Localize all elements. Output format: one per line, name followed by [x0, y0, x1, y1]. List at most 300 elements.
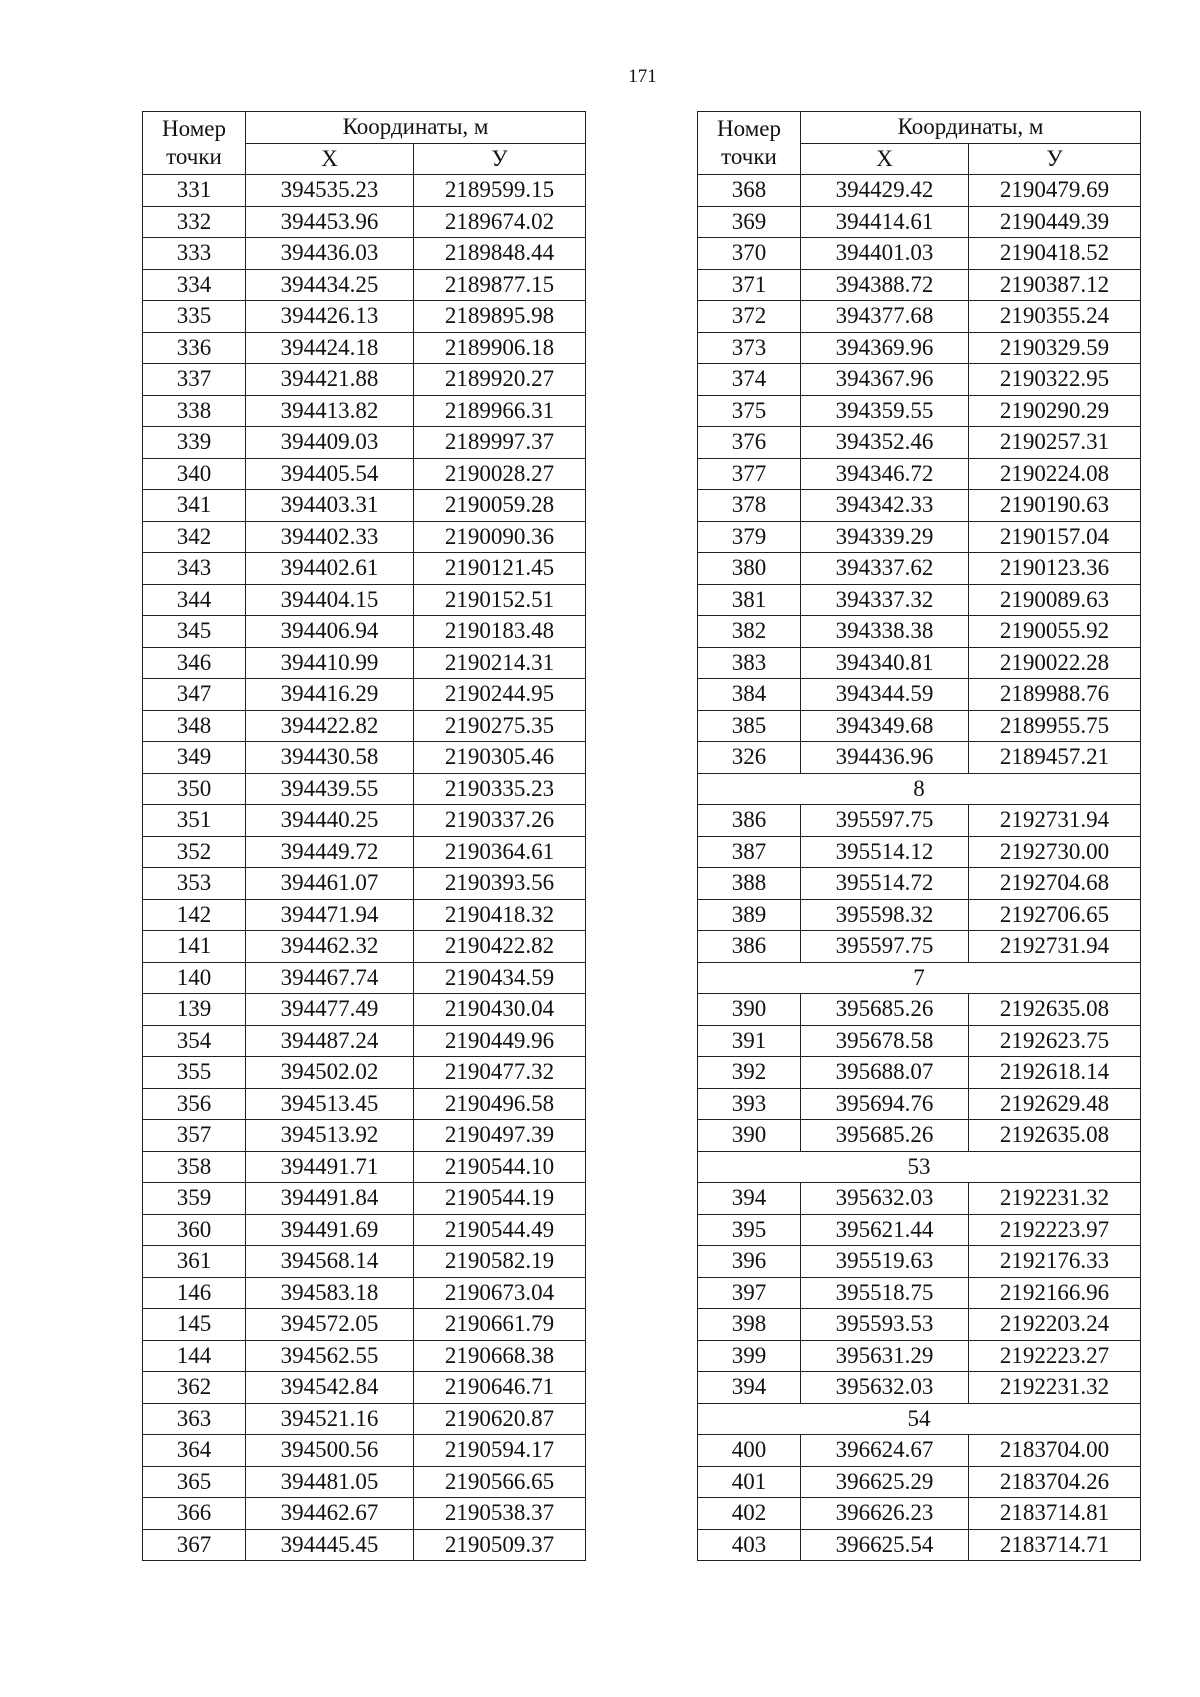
- y-coordinate-cell: 2190496.58: [414, 1088, 586, 1120]
- y-coordinate-cell: 2192618.14: [969, 1057, 1141, 1089]
- table-row: [143, 899, 586, 931]
- point-number-cell: 347: [143, 679, 246, 711]
- header-x: X: [801, 143, 969, 175]
- y-coordinate-cell: 2190152.51: [414, 584, 586, 616]
- x-coordinate-cell: 394377.68: [801, 301, 969, 333]
- table-row: [143, 1498, 586, 1530]
- x-coordinate-cell: 394349.68: [801, 710, 969, 742]
- table-row: [143, 1372, 586, 1404]
- table-row: [698, 521, 1141, 553]
- point-number-cell: 141: [143, 931, 246, 963]
- y-coordinate-cell: 2192730.00: [969, 836, 1141, 868]
- y-coordinate-cell: 2192629.48: [969, 1088, 1141, 1120]
- table-row: [143, 521, 586, 553]
- y-coordinate-cell: 2192704.68: [969, 868, 1141, 900]
- point-number-cell: 350: [143, 773, 246, 805]
- y-coordinate-cell: 2189955.75: [969, 710, 1141, 742]
- point-number-cell: 340: [143, 458, 246, 490]
- y-coordinate-cell: 2192223.27: [969, 1340, 1141, 1372]
- y-coordinate-cell: 2190566.65: [414, 1466, 586, 1498]
- x-coordinate-cell: 394535.23: [246, 175, 414, 207]
- point-number-cell: 334: [143, 269, 246, 301]
- table-row: [698, 301, 1141, 333]
- table-row: [143, 1466, 586, 1498]
- table-row: [698, 931, 1141, 963]
- header-y: У: [414, 143, 586, 175]
- x-coordinate-cell: 394477.49: [246, 994, 414, 1026]
- header-coordinates: Координаты, м: [801, 112, 1141, 144]
- x-coordinate-cell: 394339.29: [801, 521, 969, 553]
- point-number-cell: 386: [698, 805, 801, 837]
- x-coordinate-cell: 396624.67: [801, 1435, 969, 1467]
- point-number-cell: 357: [143, 1120, 246, 1152]
- x-coordinate-cell: 394445.45: [246, 1529, 414, 1561]
- table-row: [698, 175, 1141, 207]
- y-coordinate-cell: 2190190.63: [969, 490, 1141, 522]
- x-coordinate-cell: 394434.25: [246, 269, 414, 301]
- point-number-cell: 380: [698, 553, 801, 585]
- y-coordinate-cell: 2190337.26: [414, 805, 586, 837]
- table-row: [698, 1498, 1141, 1530]
- x-coordinate-cell: 394352.46: [801, 427, 969, 459]
- x-coordinate-cell: 394338.38: [801, 616, 969, 648]
- x-coordinate-cell: 394572.05: [246, 1309, 414, 1341]
- y-coordinate-cell: 2190059.28: [414, 490, 586, 522]
- point-number-cell: 399: [698, 1340, 801, 1372]
- point-number-cell: 384: [698, 679, 801, 711]
- x-coordinate-cell: 394344.59: [801, 679, 969, 711]
- point-number-cell: 333: [143, 238, 246, 270]
- point-number-cell: 139: [143, 994, 246, 1026]
- point-number-cell: 360: [143, 1214, 246, 1246]
- y-coordinate-cell: 2192635.08: [969, 1120, 1141, 1152]
- table-row: [143, 742, 586, 774]
- coordinates-table-left: [142, 111, 586, 1561]
- point-number-cell: 379: [698, 521, 801, 553]
- y-coordinate-cell: 2190275.35: [414, 710, 586, 742]
- y-coordinate-cell: 2190089.63: [969, 584, 1141, 616]
- point-number-cell: 342: [143, 521, 246, 553]
- y-coordinate-cell: 2190594.17: [414, 1435, 586, 1467]
- table-row: [143, 395, 586, 427]
- point-number-cell: 393: [698, 1088, 801, 1120]
- table-row: [143, 553, 586, 585]
- point-number-cell: 376: [698, 427, 801, 459]
- table-row: [698, 899, 1141, 931]
- y-coordinate-cell: 2190244.95: [414, 679, 586, 711]
- table-row: [698, 805, 1141, 837]
- point-number-cell: 358: [143, 1151, 246, 1183]
- x-coordinate-cell: 394342.33: [801, 490, 969, 522]
- point-number-cell: 401: [698, 1466, 801, 1498]
- x-coordinate-cell: 394359.55: [801, 395, 969, 427]
- y-coordinate-cell: 2192623.75: [969, 1025, 1141, 1057]
- y-coordinate-cell: 2190393.56: [414, 868, 586, 900]
- x-coordinate-cell: 395632.03: [801, 1372, 969, 1404]
- point-number-cell: 337: [143, 364, 246, 396]
- x-coordinate-cell: 394337.62: [801, 553, 969, 585]
- table-row: [143, 1529, 586, 1561]
- x-coordinate-cell: 394453.96: [246, 206, 414, 238]
- table-row: [698, 1183, 1141, 1215]
- x-coordinate-cell: 395688.07: [801, 1057, 969, 1089]
- table-row: [143, 710, 586, 742]
- point-number-cell: 372: [698, 301, 801, 333]
- point-number-cell: 386: [698, 931, 801, 963]
- table-row: [698, 647, 1141, 679]
- table-row: [143, 868, 586, 900]
- y-coordinate-cell: 2190418.52: [969, 238, 1141, 270]
- y-coordinate-cell: 2192731.94: [969, 805, 1141, 837]
- group-label: 7: [698, 962, 1141, 994]
- point-number-cell: 367: [143, 1529, 246, 1561]
- y-coordinate-cell: 2190449.96: [414, 1025, 586, 1057]
- y-coordinate-cell: 2192166.96: [969, 1277, 1141, 1309]
- point-number-cell: 402: [698, 1498, 801, 1530]
- x-coordinate-cell: 394346.72: [801, 458, 969, 490]
- x-coordinate-cell: 395685.26: [801, 994, 969, 1026]
- point-number-cell: 398: [698, 1309, 801, 1341]
- x-coordinate-cell: 395593.53: [801, 1309, 969, 1341]
- point-number-cell: 382: [698, 616, 801, 648]
- y-coordinate-cell: 2190477.32: [414, 1057, 586, 1089]
- table-row: [698, 742, 1141, 774]
- y-coordinate-cell: 2190661.79: [414, 1309, 586, 1341]
- y-coordinate-cell: 2190090.36: [414, 521, 586, 553]
- point-number-cell: 145: [143, 1309, 246, 1341]
- x-coordinate-cell: 394413.82: [246, 395, 414, 427]
- point-number-cell: 146: [143, 1277, 246, 1309]
- x-coordinate-cell: 394461.07: [246, 868, 414, 900]
- point-number-cell: 336: [143, 332, 246, 364]
- table-row: [698, 1246, 1141, 1278]
- table-row: [143, 1246, 586, 1278]
- point-number-cell: 368: [698, 175, 801, 207]
- group-row: [698, 773, 1141, 805]
- table-row: [698, 332, 1141, 364]
- y-coordinate-cell: 2189920.27: [414, 364, 586, 396]
- x-coordinate-cell: 394568.14: [246, 1246, 414, 1278]
- table-row: [698, 1372, 1141, 1404]
- y-coordinate-cell: 2190509.37: [414, 1529, 586, 1561]
- x-coordinate-cell: 394513.45: [246, 1088, 414, 1120]
- x-coordinate-cell: 394410.99: [246, 647, 414, 679]
- x-coordinate-cell: 394487.24: [246, 1025, 414, 1057]
- x-coordinate-cell: 395694.76: [801, 1088, 969, 1120]
- table-row: [698, 1277, 1141, 1309]
- y-coordinate-cell: 2190479.69: [969, 175, 1141, 207]
- y-coordinate-cell: 2189457.21: [969, 742, 1141, 774]
- y-coordinate-cell: 2190224.08: [969, 458, 1141, 490]
- point-number-cell: 335: [143, 301, 246, 333]
- point-number-cell: 366: [143, 1498, 246, 1530]
- x-coordinate-cell: 394436.96: [801, 742, 969, 774]
- x-coordinate-cell: 396625.54: [801, 1529, 969, 1561]
- coordinates-table-right: [697, 111, 1141, 1561]
- x-coordinate-cell: 395597.75: [801, 931, 969, 963]
- point-number-cell: 142: [143, 899, 246, 931]
- table-row: [143, 836, 586, 868]
- table-row: [143, 1309, 586, 1341]
- table-row: [143, 1025, 586, 1057]
- point-number-cell: 348: [143, 710, 246, 742]
- y-coordinate-cell: 2190449.39: [969, 206, 1141, 238]
- y-coordinate-cell: 2190544.49: [414, 1214, 586, 1246]
- point-number-cell: 374: [698, 364, 801, 396]
- y-coordinate-cell: 2189966.31: [414, 395, 586, 427]
- x-coordinate-cell: 394406.94: [246, 616, 414, 648]
- x-coordinate-cell: 395514.72: [801, 868, 969, 900]
- table-row: [698, 1120, 1141, 1152]
- y-coordinate-cell: 2189906.18: [414, 332, 586, 364]
- point-number-cell: 344: [143, 584, 246, 616]
- table-row: [143, 962, 586, 994]
- y-coordinate-cell: 2192231.32: [969, 1372, 1141, 1404]
- table-row: [143, 1120, 586, 1152]
- table-row: [698, 1025, 1141, 1057]
- point-number-cell: 346: [143, 647, 246, 679]
- table-row: [143, 175, 586, 207]
- y-coordinate-cell: 2190355.24: [969, 301, 1141, 333]
- x-coordinate-cell: 394388.72: [801, 269, 969, 301]
- table-row: [143, 1340, 586, 1372]
- x-coordinate-cell: 394462.32: [246, 931, 414, 963]
- y-coordinate-cell: 2190305.46: [414, 742, 586, 774]
- y-coordinate-cell: 2189848.44: [414, 238, 586, 270]
- y-coordinate-cell: 2190157.04: [969, 521, 1141, 553]
- y-coordinate-cell: 2192231.32: [969, 1183, 1141, 1215]
- x-coordinate-cell: 394481.05: [246, 1466, 414, 1498]
- table-row: [698, 553, 1141, 585]
- point-number-cell: 390: [698, 994, 801, 1026]
- table-body-right: [698, 175, 1141, 1561]
- table-row: [143, 1435, 586, 1467]
- x-coordinate-cell: 394409.03: [246, 427, 414, 459]
- y-coordinate-cell: 2183714.81: [969, 1498, 1141, 1530]
- y-coordinate-cell: 2190290.29: [969, 395, 1141, 427]
- y-coordinate-cell: 2190214.31: [414, 647, 586, 679]
- x-coordinate-cell: 394404.15: [246, 584, 414, 616]
- point-number-cell: 390: [698, 1120, 801, 1152]
- y-coordinate-cell: 2190668.38: [414, 1340, 586, 1372]
- page-number: 171: [628, 66, 657, 87]
- table-row: [698, 679, 1141, 711]
- x-coordinate-cell: 394402.61: [246, 553, 414, 585]
- x-coordinate-cell: 395678.58: [801, 1025, 969, 1057]
- x-coordinate-cell: 394401.03: [801, 238, 969, 270]
- y-coordinate-cell: 2190620.87: [414, 1403, 586, 1435]
- y-coordinate-cell: 2192176.33: [969, 1246, 1141, 1278]
- table-row: [698, 269, 1141, 301]
- point-number-cell: 371: [698, 269, 801, 301]
- point-number-cell: 140: [143, 962, 246, 994]
- x-coordinate-cell: 394367.96: [801, 364, 969, 396]
- x-coordinate-cell: 394562.55: [246, 1340, 414, 1372]
- x-coordinate-cell: 394467.74: [246, 962, 414, 994]
- point-number-cell: 394: [698, 1372, 801, 1404]
- y-coordinate-cell: 2190497.39: [414, 1120, 586, 1152]
- x-coordinate-cell: 394414.61: [801, 206, 969, 238]
- point-number-cell: 388: [698, 868, 801, 900]
- y-coordinate-cell: 2190028.27: [414, 458, 586, 490]
- point-number-cell: 345: [143, 616, 246, 648]
- table-row: [143, 364, 586, 396]
- header-y: У: [969, 143, 1141, 175]
- x-coordinate-cell: 394369.96: [801, 332, 969, 364]
- x-coordinate-cell: 395518.75: [801, 1277, 969, 1309]
- point-number-cell: 365: [143, 1466, 246, 1498]
- y-coordinate-cell: 2183704.00: [969, 1435, 1141, 1467]
- x-coordinate-cell: 394462.67: [246, 1498, 414, 1530]
- group-label: 53: [698, 1151, 1141, 1183]
- x-coordinate-cell: 394424.18: [246, 332, 414, 364]
- table-row: [143, 679, 586, 711]
- x-coordinate-cell: 394471.94: [246, 899, 414, 931]
- table-row: [698, 868, 1141, 900]
- point-number-cell: 339: [143, 427, 246, 459]
- group-row: [698, 962, 1141, 994]
- y-coordinate-cell: 2190387.12: [969, 269, 1141, 301]
- y-coordinate-cell: 2189988.76: [969, 679, 1141, 711]
- y-coordinate-cell: 2190434.59: [414, 962, 586, 994]
- table-row: [143, 1183, 586, 1215]
- table-row: [143, 490, 586, 522]
- table-row: [698, 584, 1141, 616]
- y-coordinate-cell: 2190544.19: [414, 1183, 586, 1215]
- table-row: [143, 1057, 586, 1089]
- point-number-cell: 381: [698, 584, 801, 616]
- point-number-cell: 383: [698, 647, 801, 679]
- table-row: [698, 427, 1141, 459]
- y-coordinate-cell: 2189997.37: [414, 427, 586, 459]
- table-row: [698, 836, 1141, 868]
- y-coordinate-cell: 2190257.31: [969, 427, 1141, 459]
- table-row: [698, 616, 1141, 648]
- y-coordinate-cell: 2190055.92: [969, 616, 1141, 648]
- table-row: [698, 364, 1141, 396]
- y-coordinate-cell: 2190364.61: [414, 836, 586, 868]
- table-row: [143, 206, 586, 238]
- group-row: [698, 1151, 1141, 1183]
- header-x: X: [246, 143, 414, 175]
- point-number-cell: 332: [143, 206, 246, 238]
- y-coordinate-cell: 2190121.45: [414, 553, 586, 585]
- x-coordinate-cell: 394449.72: [246, 836, 414, 868]
- header-coordinates: Координаты, м: [246, 112, 586, 144]
- table-row: [698, 1466, 1141, 1498]
- x-coordinate-cell: 395598.32: [801, 899, 969, 931]
- y-coordinate-cell: 2189877.15: [414, 269, 586, 301]
- table-row: [698, 1340, 1141, 1372]
- x-coordinate-cell: 394402.33: [246, 521, 414, 553]
- table-row: [143, 238, 586, 270]
- table-row: [143, 332, 586, 364]
- point-number-cell: 355: [143, 1057, 246, 1089]
- x-coordinate-cell: 394436.03: [246, 238, 414, 270]
- point-number-cell: 397: [698, 1277, 801, 1309]
- point-number-cell: 364: [143, 1435, 246, 1467]
- y-coordinate-cell: 2190335.23: [414, 773, 586, 805]
- point-number-cell: 361: [143, 1246, 246, 1278]
- point-number-cell: 373: [698, 332, 801, 364]
- table-row: [143, 1277, 586, 1309]
- x-coordinate-cell: 394440.25: [246, 805, 414, 837]
- point-number-cell: 375: [698, 395, 801, 427]
- table-row: [698, 1529, 1141, 1561]
- table-row: [143, 647, 586, 679]
- table-row: [143, 616, 586, 648]
- table-row: [143, 1088, 586, 1120]
- x-coordinate-cell: 395519.63: [801, 1246, 969, 1278]
- table-row: [698, 994, 1141, 1026]
- group-row: [698, 1403, 1141, 1435]
- table-row: [698, 1214, 1141, 1246]
- point-number-cell: 391: [698, 1025, 801, 1057]
- header-point-number: Номер точки: [698, 112, 801, 175]
- x-coordinate-cell: 394491.84: [246, 1183, 414, 1215]
- y-coordinate-cell: 2190430.04: [414, 994, 586, 1026]
- table-row: [143, 994, 586, 1026]
- point-number-cell: 144: [143, 1340, 246, 1372]
- y-coordinate-cell: 2190544.10: [414, 1151, 586, 1183]
- y-coordinate-cell: 2192223.97: [969, 1214, 1141, 1246]
- point-number-cell: 356: [143, 1088, 246, 1120]
- y-coordinate-cell: 2189674.02: [414, 206, 586, 238]
- y-coordinate-cell: 2190538.37: [414, 1498, 586, 1530]
- table-row: [698, 490, 1141, 522]
- table-row: [698, 1057, 1141, 1089]
- point-number-cell: 331: [143, 175, 246, 207]
- point-number-cell: 370: [698, 238, 801, 270]
- point-number-cell: 352: [143, 836, 246, 868]
- x-coordinate-cell: 395621.44: [801, 1214, 969, 1246]
- x-coordinate-cell: 394491.71: [246, 1151, 414, 1183]
- table-row: [143, 269, 586, 301]
- table-row: [143, 1214, 586, 1246]
- x-coordinate-cell: 394491.69: [246, 1214, 414, 1246]
- point-number-cell: 377: [698, 458, 801, 490]
- point-number-cell: 369: [698, 206, 801, 238]
- y-coordinate-cell: 2190329.59: [969, 332, 1141, 364]
- x-coordinate-cell: 395631.29: [801, 1340, 969, 1372]
- y-coordinate-cell: 2192635.08: [969, 994, 1141, 1026]
- x-coordinate-cell: 396625.29: [801, 1466, 969, 1498]
- x-coordinate-cell: 394422.82: [246, 710, 414, 742]
- point-number-cell: 349: [143, 742, 246, 774]
- y-coordinate-cell: 2190418.32: [414, 899, 586, 931]
- table-row: [143, 584, 586, 616]
- x-coordinate-cell: 395685.26: [801, 1120, 969, 1152]
- point-number-cell: 389: [698, 899, 801, 931]
- x-coordinate-cell: 394426.13: [246, 301, 414, 333]
- table-row: [698, 458, 1141, 490]
- point-number-cell: 351: [143, 805, 246, 837]
- x-coordinate-cell: 395597.75: [801, 805, 969, 837]
- point-number-cell: 359: [143, 1183, 246, 1215]
- table-row: [143, 931, 586, 963]
- point-number-cell: 394: [698, 1183, 801, 1215]
- x-coordinate-cell: 394340.81: [801, 647, 969, 679]
- table-row: [698, 238, 1141, 270]
- table-row: [143, 805, 586, 837]
- header-point-number: Номер точки: [143, 112, 246, 175]
- x-coordinate-cell: 394430.58: [246, 742, 414, 774]
- point-number-cell: 354: [143, 1025, 246, 1057]
- y-coordinate-cell: 2189599.15: [414, 175, 586, 207]
- point-number-cell: 362: [143, 1372, 246, 1404]
- table-row: [143, 458, 586, 490]
- x-coordinate-cell: 395514.12: [801, 836, 969, 868]
